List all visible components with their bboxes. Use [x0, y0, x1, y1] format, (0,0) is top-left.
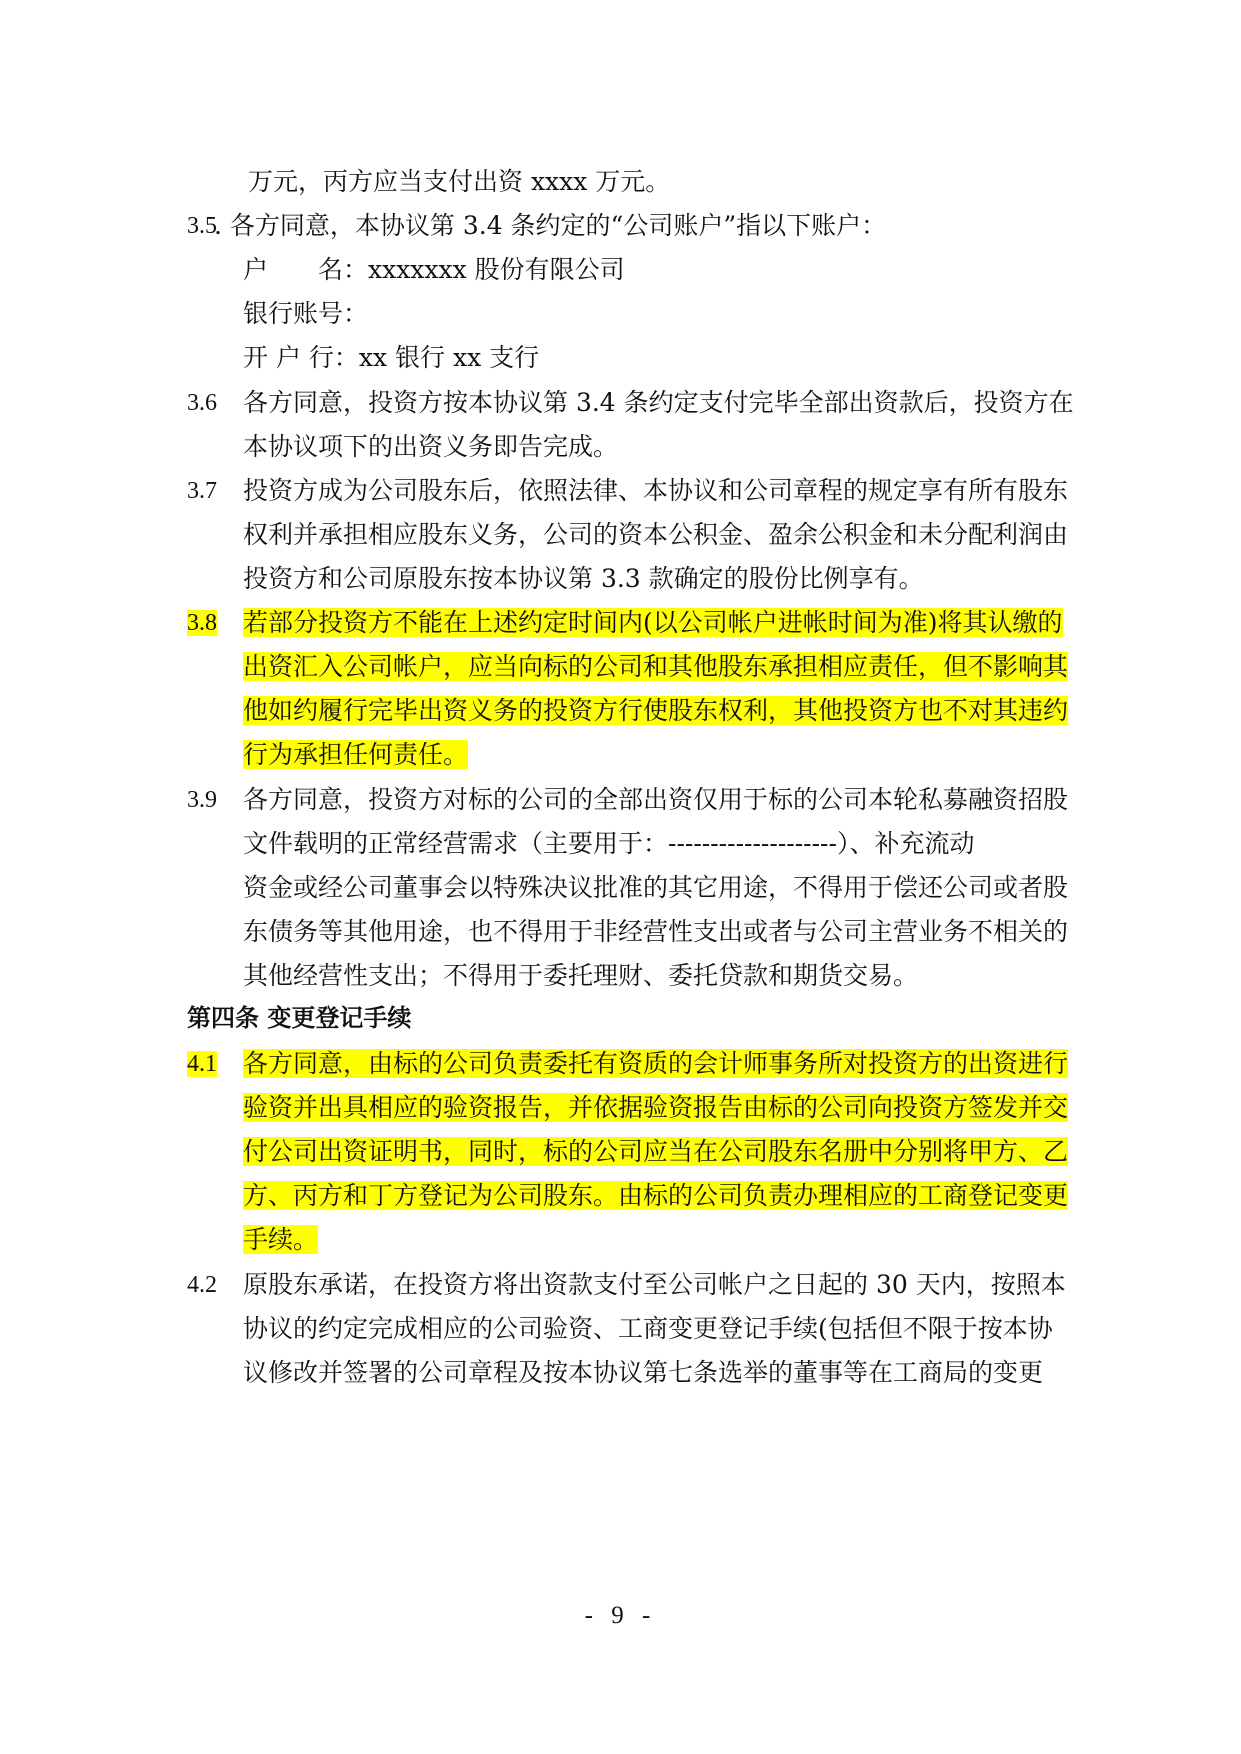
clause-3-6-line: 本协议项下的出资义务即告完成。 — [243, 432, 619, 461]
clause-3-9-line: 东债务等其他用途，也不得用于非经营性支出或者与公司主营业务不相关的 — [243, 917, 1069, 946]
clause-number-3-6: 3.6 — [187, 390, 217, 416]
clause-3-9-line: 其他经营性支出；不得用于委托理财、委托贷款和期货交易。 — [243, 961, 919, 990]
clause-4-1-line — [243, 1174, 1069, 1218]
account-number-line: 银行账号： — [243, 299, 369, 328]
clause-3-8-line — [243, 733, 1058, 777]
clause-3-7-line: 权利并承担相应股东义务，公司的资本公积金、盈余公积金和未分配利润由 — [243, 520, 1069, 549]
highlighted-text: 出资汇入公司帐户，应当向标的公司和其他股东承担相应责任，但不影响其 — [243, 652, 1069, 681]
highlighted-text: 方、丙方和丁方登记为公司股东。由标的公司负责办理相应的工商登记变更 — [243, 1181, 1069, 1210]
clause-3-7-line: 投资方成为公司股东后，依照法律、本协议和公司章程的规定享有所有股东 — [243, 476, 1069, 505]
clause-3-7-line: 投资方和公司原股东按本协议第 3.3 款确定的股份比例享有。 — [243, 564, 924, 593]
highlighted-text: 行为承担任何责任。 — [243, 740, 469, 769]
highlighted-text: 付公司出资证明书，同时，标的公司应当在公司股东名册中分别将甲方、乙 — [243, 1137, 1069, 1166]
clause-number-4-1-text: 4.1 — [187, 1051, 217, 1077]
clause-number-3-9: 3.9 — [187, 787, 217, 813]
clause-number-3-7: 3.7 — [187, 478, 217, 504]
highlighted-text: 手续。 — [243, 1225, 319, 1254]
clause-3-8-line — [243, 601, 1063, 645]
clause-4-1-line — [243, 1218, 1058, 1262]
clause-3-9-line: 各方同意，投资方对标的公司的全部出资仅用于标的公司本轮私募融资招股 — [243, 785, 1069, 814]
bank-line: 开 户 行：xx 银行 xx 支行 — [243, 343, 540, 372]
highlighted-text: 各方同意，由标的公司负责委托有资质的会计师事务所对投资方的出资进行 — [243, 1049, 1069, 1078]
page-number: - 9 - — [584, 1602, 657, 1629]
clause-number-4-1 — [187, 1042, 217, 1086]
clause-3-8-line — [243, 689, 1069, 733]
clause-number-4-2: 4.2 — [187, 1272, 217, 1298]
clause-4-1-line — [243, 1130, 1069, 1174]
clause-3-9-line: 文件载明的正常经营需求（主要用于：--------------------）、补充流动 — [243, 829, 975, 858]
clause-4-2-line: 原股东承诺，在投资方将出资款支付至公司帐户之日起的 30 天内，按照本 — [243, 1270, 1066, 1299]
clause-number-3-8 — [187, 601, 217, 645]
clause-3-5-text: . 各方同意，本协议第 3.4 条约定的“公司账户”指以下账户： — [214, 211, 887, 240]
clause-4-2-line: 议修改并签署的公司章程及按本协议第七条选举的董事等在工商局的变更 — [243, 1358, 1044, 1387]
clause-number-3-5: 3.5 — [187, 213, 217, 239]
highlighted-text: 若部分投资方不能在上述约定时间内(以公司帐户进帐时间为准)将其认缴的 — [243, 608, 1063, 637]
clause-4-1-line — [243, 1042, 1069, 1086]
clause-number-3-8-text: 3.8 — [187, 610, 217, 636]
clause-3-6-line: 各方同意，投资方按本协议第 3.4 条约定支付完毕全部出资款后，投资方在 — [243, 388, 1074, 417]
highlighted-text: 他如约履行完毕出资义务的投资方行使股东权利，其他投资方也不对其违约 — [243, 696, 1069, 725]
article-4-heading: 第四条 变更登记手续 — [187, 1004, 412, 1032]
highlighted-text: 验资并出具相应的验资报告，并依据验资报告由标的公司向投资方签发并交 — [243, 1093, 1069, 1122]
clause-4-2-line: 协议的约定完成相应的公司验资、工商变更登记手续(包括但不限于按本协 — [243, 1314, 1053, 1343]
clause-4-1-line — [243, 1086, 1069, 1130]
continuation-line: 万元，丙方应当支付出资 xxxx 万元。 — [248, 167, 671, 196]
clause-3-9-line: 资金或经公司董事会以特殊决议批准的其它用途，不得用于偿还公司或者股 — [243, 873, 1069, 902]
clause-3-8-line — [243, 645, 1069, 689]
account-name-line: 户 名：xxxxxxx 股份有限公司 — [243, 255, 625, 284]
